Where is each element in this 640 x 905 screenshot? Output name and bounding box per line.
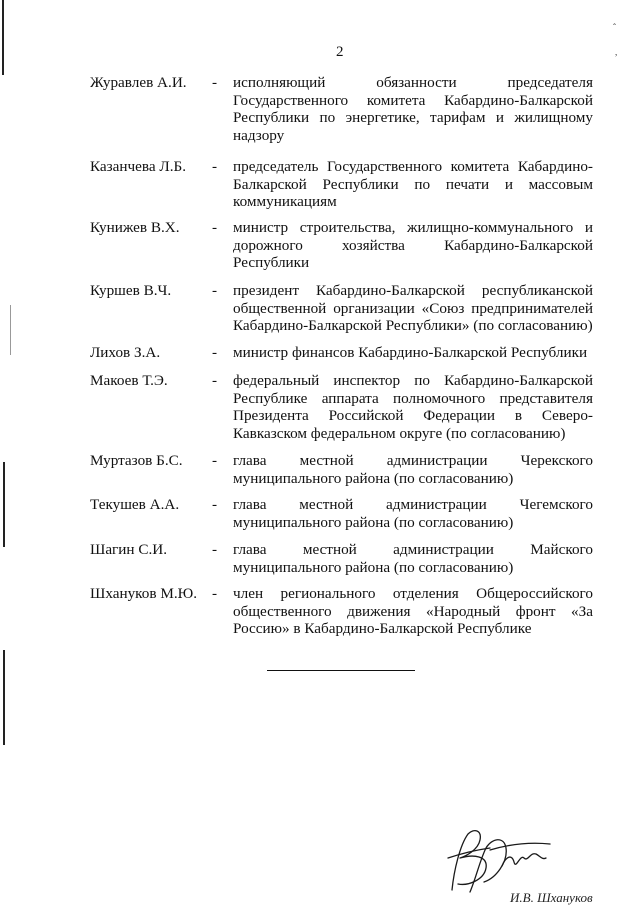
member-dash: -	[212, 452, 218, 469]
member-position: глава местной администрации Майского муниципального района (по согласованию)	[233, 541, 593, 576]
member-position: исполняющий обязанности председателя Государственного комитета Кабардино-Балкарской Республики по энергетике, тарифам и жилищному надзору	[233, 74, 593, 144]
member-position: глава местной администрации Чегемского муниципального района (по согласованию)	[233, 496, 593, 531]
handwritten-signature	[430, 820, 640, 905]
member-dash: -	[212, 158, 218, 175]
member-dash: -	[212, 219, 218, 236]
member-name: Кунижев В.Х.	[90, 219, 180, 236]
member-dash: -	[212, 282, 218, 299]
member-position: глава местной администрации Черекского муниципального района (по согласованию)	[233, 452, 593, 487]
member-name: Шхануков М.Ю.	[90, 585, 198, 602]
scan-mark	[10, 305, 11, 355]
member-dash: -	[212, 344, 218, 361]
scan-mark	[3, 462, 5, 547]
member-position: федеральный инспектор по Кабардино-Балкарской Республике аппарата полномочного представителя Президента Российской Федерации в Северо-Кавказском федеральном округе (по согласованию)	[233, 372, 593, 442]
member-position: министр строительства, жилищно-коммунального и дорожного хозяйства Кабардино-Балкарской Республики	[233, 219, 593, 271]
member-name: Куршев В.Ч.	[90, 282, 172, 299]
member-dash: -	[212, 74, 218, 91]
page-number: 2	[336, 44, 344, 60]
member-dash: -	[212, 585, 218, 602]
member-name: Журавлев А.И.	[90, 74, 187, 91]
scan-mark	[2, 0, 4, 75]
scan-speck: ,	[615, 47, 618, 57]
signature-name: И.В. Шхануков	[510, 890, 593, 905]
member-name: Макоев Т.Э.	[90, 372, 168, 389]
member-dash: -	[212, 541, 218, 558]
scan-mark	[3, 650, 5, 745]
member-name: Шагин С.И.	[90, 541, 168, 558]
member-position: член регионального отделения Общероссийского общественного движения «Народный фронт «За Россию» в Кабардино-Балкарской Республике	[233, 585, 593, 637]
end-divider	[267, 670, 415, 671]
member-position: министр финансов Кабардино-Балкарской Республики	[233, 344, 588, 361]
member-name: Текушев А.А.	[90, 496, 180, 513]
member-name: Казанчева Л.Б.	[90, 158, 187, 175]
member-position: президент Кабардино-Балкарской республиканской общественной организации «Союз предпринимателей Кабардино-Балкарской Республики» (по согласованию)	[233, 282, 593, 334]
member-dash: -	[212, 372, 218, 389]
member-dash: -	[212, 496, 218, 513]
member-position: председатель Государственного комитета Кабардино-Балкарской Республики по печати и массовым коммуникациям	[233, 158, 593, 210]
member-name: Муртазов Б.С.	[90, 452, 183, 469]
scan-speck: ˆ	[613, 22, 616, 32]
member-name: Лихов З.А.	[90, 344, 161, 361]
